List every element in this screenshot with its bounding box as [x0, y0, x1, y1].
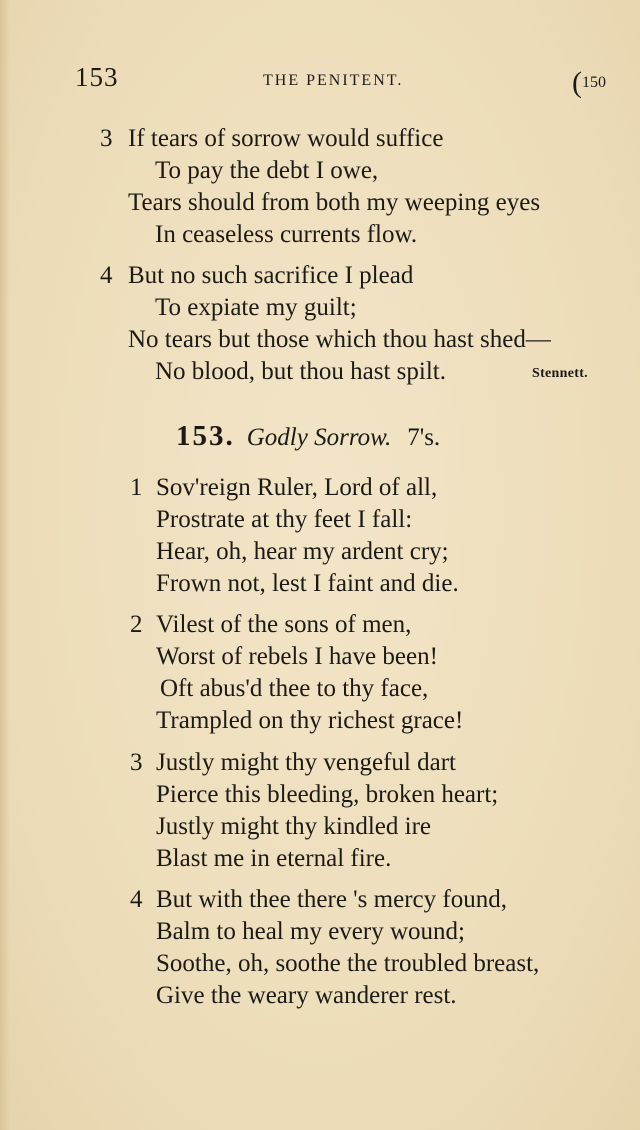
verse-line: No blood, but thou hast spilt. [155, 358, 446, 385]
verse-line: Tears should from both my weeping eyes [128, 189, 541, 216]
verse-line: Soothe, oh, soothe the troubled breast, [156, 950, 540, 977]
verse-line: Worst of rebels I have been! [156, 643, 438, 670]
verse-line: Give the weary wanderer rest. [156, 982, 457, 1009]
hymn-number: 153. [176, 420, 235, 452]
verse-line: Pierce this bleeding, broken heart; [156, 781, 499, 808]
verse-line: Justly might thy kindled ire [156, 813, 431, 840]
verse-line: Prostrate at thy feet I fall: [156, 506, 413, 533]
verse-line: Justly might thy vengeful dart [156, 749, 456, 776]
header-right-number: 150 [582, 74, 606, 91]
author-attribution: Stennett. [532, 366, 588, 381]
verse-line: No tears but those which thou hast shed— [128, 326, 551, 353]
verse-line: Balm to heal my every wound; [156, 918, 465, 945]
hymn-heading [176, 420, 616, 460]
verse-line: Trampled on thy richest grace! [156, 707, 464, 734]
page-edge-shadow [0, 0, 10, 1130]
page-number: 153 [75, 62, 119, 92]
verse-line: Frown not, lest I faint and die. [156, 570, 459, 597]
stanza-number: 2 [130, 611, 143, 638]
verse-line: Blast me in eternal fire. [156, 845, 392, 872]
verse-line: Vilest of the sons of men, [156, 611, 412, 638]
verse-line: Sov'reign Ruler, Lord of all, [156, 474, 438, 501]
verse-line: Hear, oh, hear my ardent cry; [156, 538, 449, 565]
verse-line: Oft abus'd thee to thy face, [160, 675, 429, 702]
running-title: THE PENITENT. [263, 72, 404, 89]
page-header [75, 62, 615, 99]
verse-line: But with thee there 's mercy found, [156, 886, 507, 913]
stanza-number: 4 [100, 262, 113, 289]
header-right-mark [572, 64, 606, 98]
header-paren: ( [572, 66, 582, 99]
hymn-title: Godly Sorrow. [246, 424, 392, 451]
verse-line: To pay the debt I owe, [155, 157, 379, 184]
verse-line: To expiate my guilt; [155, 294, 357, 321]
stanza-number: 3 [130, 749, 143, 776]
stanza-number: 3 [100, 125, 113, 152]
stanza-number: 1 [130, 474, 143, 501]
verse-line: In ceaseless currents flow. [155, 221, 418, 248]
verse-line: If tears of sorrow would suffice [128, 125, 444, 152]
stanza-number: 4 [130, 886, 143, 913]
hymn-meter: 7's. [407, 424, 441, 451]
verse-line: But no such sacrifice I plead [128, 262, 414, 289]
